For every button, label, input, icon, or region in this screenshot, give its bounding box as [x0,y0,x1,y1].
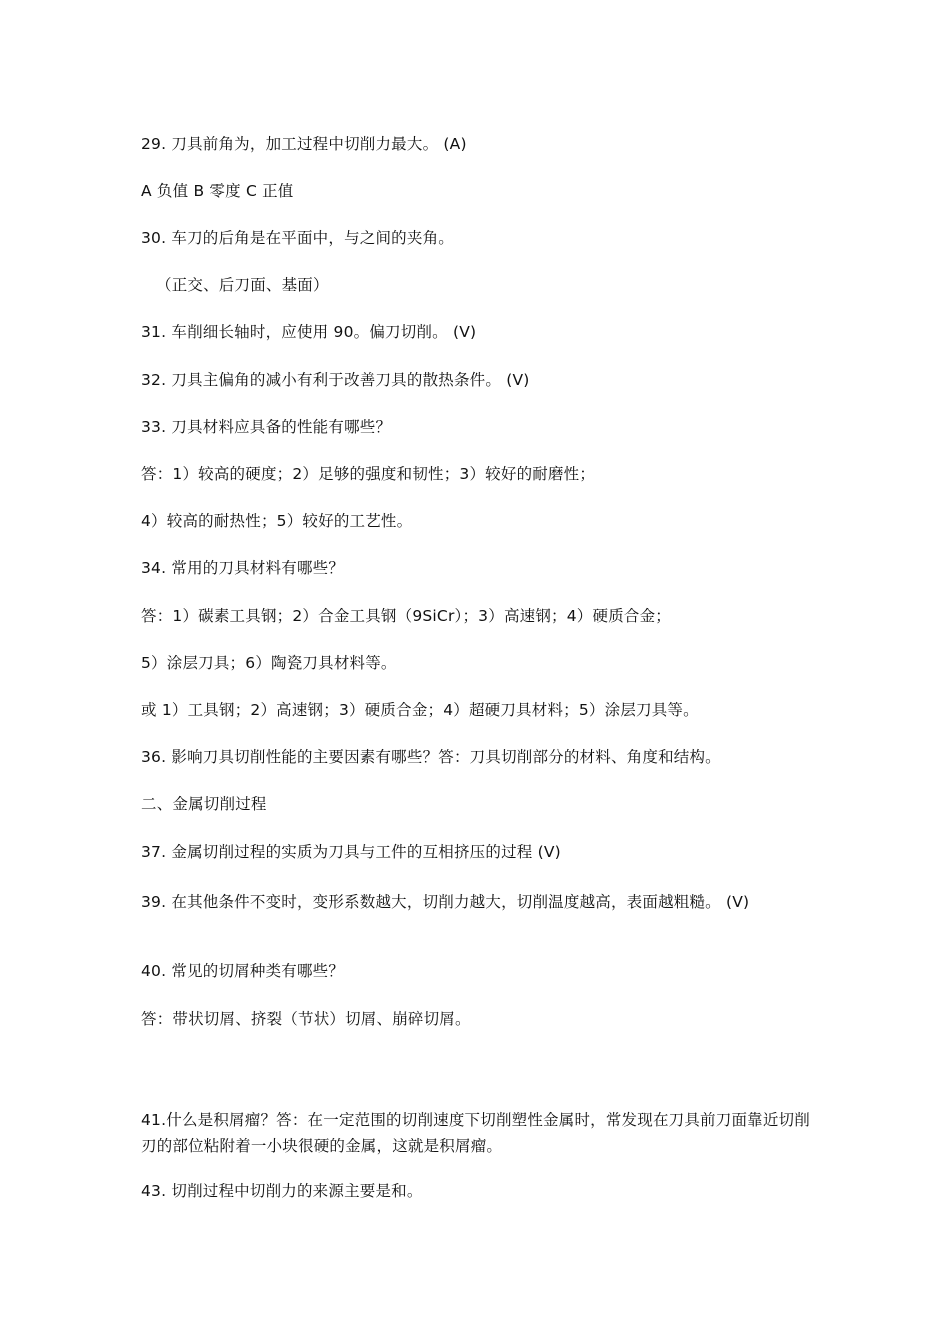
question-32: 32. 刀具主偏角的减小有利于改善刀具的散热条件。 (V) [141,371,530,389]
question-31: 31. 车削细长轴时，应使用 90。偏刀切削。 (V) [141,323,477,341]
question-33: 33. 刀具材料应具备的性能有哪些？ [141,418,392,436]
question-41: 41.什么是积屑瘤？答：在一定范围的切削速度下切削塑性金属时，常发现在刀具前刀面靠近切削刃的部位粘附着一小块很硬的金属，这就是积屑瘤。 [141,1111,810,1155]
question-30: 30. 车刀的后角是在平面中，与之间的夹角。 [141,229,454,247]
question-29: 29. 刀具前角为，加工过程中切削力最大。 (A) [141,135,467,153]
question-34-answer-alt: 或 1）工具钢；2）高速钢；3）硬质合金；4）超硬刀具材料；5）涂层刀具等。 [141,701,699,719]
question-36: 36. 影响刀具切削性能的主要因素有哪些？答：刀具切削部分的材料、角度和结构。 [141,748,721,766]
question-34: 34. 常用的刀具材料有哪些？ [141,559,345,577]
question-40-answer: 答：带状切屑、挤裂（节状）切屑、崩碎切屑。 [141,1010,471,1028]
question-30-answer: （正交、后刀面、基面） [156,276,329,294]
question-37: 37. 金属切削过程的实质为刀具与工件的互相挤压的过程 (V) [141,843,561,861]
question-33-answer-line-1: 答：1）较高的硬度；2）足够的强度和韧性；3）较好的耐磨性； [141,465,596,483]
question-40: 40. 常见的切屑种类有哪些？ [141,962,345,980]
question-34-answer-line-1: 答：1）碳素工具钢；2）合金工具钢（9SiCr）；3）高速钢；4）硬质合金； [141,607,672,625]
question-34-answer-line-2: 5）涂层刀具；6）陶瓷刀具材料等。 [141,654,397,672]
question-33-answer-line-2: 4）较高的耐热性；5）较好的工艺性。 [141,512,413,530]
question-29-options: A 负值 B 零度 C 正值 [141,182,294,200]
question-43: 43. 切削过程中切削力的来源主要是和。 [141,1182,423,1200]
section-heading-metal-cutting: 二、金属切削过程 [141,795,267,813]
question-39: 39. 在其他条件不变时，变形系数越大，切削力越大，切削温度越高，表面越粗糙。 (V) [141,893,750,911]
